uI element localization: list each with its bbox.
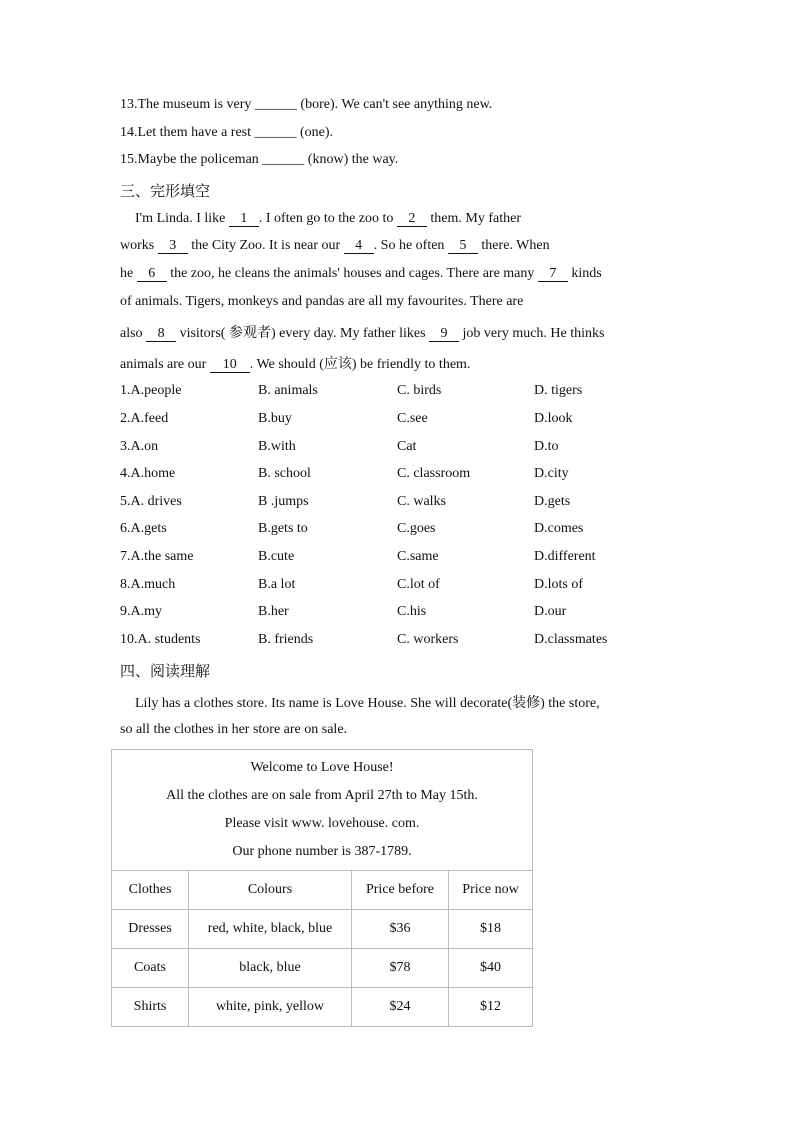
options-row-7 bbox=[120, 549, 680, 569]
cloze-text: of animals. Tigers, monkeys and pandas are all my favourites. There are bbox=[120, 294, 524, 309]
option-a[interactable]: 1.A.people bbox=[120, 383, 182, 398]
option-b[interactable]: B.her bbox=[258, 604, 289, 619]
cloze-blank-8[interactable]: 8 bbox=[146, 327, 176, 342]
notice-welcome: Welcome to Love House! bbox=[250, 760, 394, 775]
cloze-blank-4[interactable]: 4 bbox=[344, 239, 374, 254]
table-header-row bbox=[112, 871, 533, 910]
cloze-text: the zoo, he cleans the animals' houses and cages. There are many bbox=[170, 266, 535, 281]
options-row-2 bbox=[120, 411, 680, 431]
table-cell: red, white, black, blue bbox=[189, 910, 352, 949]
notice-header bbox=[112, 750, 533, 871]
options-row-3 bbox=[120, 439, 680, 459]
option-b[interactable]: B. school bbox=[258, 466, 311, 481]
option-a[interactable]: 5.A. drives bbox=[120, 494, 182, 509]
option-c[interactable]: C.lot of bbox=[397, 577, 440, 592]
option-a[interactable]: 6.A.gets bbox=[120, 521, 167, 536]
table-row bbox=[112, 910, 533, 949]
option-b[interactable]: B.cute bbox=[258, 549, 295, 564]
question-text: 13.The museum is very bbox=[120, 97, 252, 112]
cloze-text: animals are our bbox=[120, 357, 207, 372]
cloze-line-5 bbox=[120, 322, 604, 342]
cloze-line-4 bbox=[120, 294, 523, 310]
cloze-blank-3[interactable]: 3 bbox=[158, 239, 188, 254]
column-header: Clothes bbox=[112, 871, 189, 910]
option-b[interactable]: B.buy bbox=[258, 411, 292, 426]
notice-website: Please visit www. lovehouse. com. bbox=[224, 816, 420, 831]
column-header: Price before bbox=[352, 871, 449, 910]
option-b[interactable]: B .jumps bbox=[258, 494, 309, 509]
answer-blank[interactable]: ______ bbox=[254, 125, 297, 140]
question-text: 14.Let them have a rest bbox=[120, 125, 252, 140]
question-15 bbox=[120, 152, 398, 168]
love-house-notice bbox=[111, 749, 533, 1027]
cloze-line-2 bbox=[120, 238, 550, 254]
column-header: Price now bbox=[449, 871, 533, 910]
option-c[interactable]: C.his bbox=[397, 604, 427, 619]
column-header: Colours bbox=[189, 871, 352, 910]
option-d[interactable]: D.our bbox=[534, 604, 567, 619]
option-c[interactable]: C.goes bbox=[397, 521, 436, 536]
options-row-9 bbox=[120, 604, 680, 624]
option-b[interactable]: B.with bbox=[258, 439, 296, 454]
cloze-line-1 bbox=[135, 211, 521, 227]
table-cell: black, blue bbox=[189, 949, 352, 988]
reading-intro-line-2: so all the clothes in her store are on sale. bbox=[120, 722, 348, 737]
option-d[interactable]: D.classmates bbox=[534, 632, 608, 647]
section-4-title: 四、阅读理解 bbox=[120, 662, 211, 680]
option-d[interactable]: D.lots of bbox=[534, 577, 583, 592]
option-a[interactable]: 7.A.the same bbox=[120, 549, 194, 564]
cloze-blank-1[interactable]: 1 bbox=[229, 212, 259, 227]
cloze-text: there. When bbox=[481, 238, 550, 253]
table-cell: Shirts bbox=[112, 988, 189, 1027]
option-d[interactable]: D.comes bbox=[534, 521, 584, 536]
cloze-text: kinds bbox=[571, 266, 602, 281]
cloze-text: I'm Linda. I like bbox=[135, 211, 226, 226]
cloze-blank-9[interactable]: 9 bbox=[429, 327, 459, 342]
options-row-4 bbox=[120, 466, 680, 486]
cloze-blank-10[interactable]: 10 bbox=[210, 358, 250, 373]
cloze-text: visitors( 参观者) every day. My father likes bbox=[179, 326, 426, 341]
option-b[interactable]: B. friends bbox=[258, 632, 314, 647]
options-row-1 bbox=[120, 383, 680, 403]
option-d[interactable]: D.gets bbox=[534, 494, 571, 509]
notice-phone: Our phone number is 387-1789. bbox=[232, 844, 412, 859]
options-row-8 bbox=[120, 577, 680, 597]
cloze-text: . We should (应该) be friendly to them. bbox=[249, 357, 471, 372]
cloze-text: . So he often bbox=[373, 238, 445, 253]
table-cell: $18 bbox=[449, 910, 533, 949]
option-c[interactable]: C. workers bbox=[397, 632, 459, 647]
option-a[interactable]: 10.A. students bbox=[120, 632, 201, 647]
option-b[interactable]: B. animals bbox=[258, 383, 318, 398]
options-row-10 bbox=[120, 632, 680, 652]
reading-intro-line-1: Lily has a clothes store. Its name is Love House. She will decorate(装修) the store, bbox=[135, 696, 600, 711]
option-c[interactable]: Cat bbox=[397, 439, 417, 454]
cloze-text: them. My father bbox=[430, 211, 522, 226]
table-cell: Dresses bbox=[112, 910, 189, 949]
table-cell: white, pink, yellow bbox=[189, 988, 352, 1027]
notice-sale-dates: All the clothes are on sale from April 27th to May 15th. bbox=[166, 788, 478, 803]
table-cell: $36 bbox=[352, 910, 449, 949]
option-c[interactable]: C.see bbox=[397, 411, 428, 426]
table-cell: Coats bbox=[112, 949, 189, 988]
section-3-title: 三、完形填空 bbox=[120, 182, 211, 200]
option-a[interactable]: 3.A.on bbox=[120, 439, 159, 454]
cloze-blank-5[interactable]: 5 bbox=[448, 239, 478, 254]
question-hint: (know) the way. bbox=[307, 152, 399, 167]
cloze-text: the City Zoo. It is near our bbox=[191, 238, 341, 253]
cloze-text: job very much. He thinks bbox=[462, 326, 605, 341]
option-b[interactable]: B.a lot bbox=[258, 577, 296, 592]
cloze-text: also bbox=[120, 326, 143, 341]
question-hint: (bore). We can't see anything new. bbox=[300, 97, 493, 112]
options-row-5 bbox=[120, 494, 680, 514]
question-hint: (one). bbox=[300, 125, 334, 140]
option-a[interactable]: 8.A.much bbox=[120, 577, 176, 592]
option-c[interactable]: C.same bbox=[397, 549, 439, 564]
cloze-blank-7[interactable]: 7 bbox=[538, 267, 568, 282]
cloze-blank-6[interactable]: 6 bbox=[137, 267, 167, 282]
option-d[interactable]: D.city bbox=[534, 466, 569, 481]
option-c[interactable]: C. birds bbox=[397, 383, 442, 398]
answer-blank[interactable]: ______ bbox=[262, 152, 305, 167]
option-c[interactable]: C. classroom bbox=[397, 466, 471, 481]
cloze-line-6 bbox=[120, 353, 470, 373]
option-d[interactable]: D. tigers bbox=[534, 383, 583, 398]
question-13 bbox=[120, 97, 492, 113]
question-14 bbox=[120, 125, 333, 141]
cloze-text: he bbox=[120, 266, 134, 281]
option-a[interactable]: 4.A.home bbox=[120, 466, 176, 481]
cloze-text: . I often go to the zoo to bbox=[258, 211, 394, 226]
table-cell: $12 bbox=[449, 988, 533, 1027]
option-a[interactable]: 2.A.feed bbox=[120, 411, 169, 426]
question-text: 15.Maybe the policeman bbox=[120, 152, 259, 167]
option-b[interactable]: B.gets to bbox=[258, 521, 308, 536]
table-cell: $24 bbox=[352, 988, 449, 1027]
table-row bbox=[112, 988, 533, 1027]
cloze-blank-2[interactable]: 2 bbox=[397, 212, 427, 227]
option-d[interactable]: D.look bbox=[534, 411, 573, 426]
answer-blank[interactable]: ______ bbox=[254, 97, 297, 112]
options-row-6 bbox=[120, 521, 680, 541]
table-cell: $40 bbox=[449, 949, 533, 988]
option-c[interactable]: C. walks bbox=[397, 494, 446, 509]
table-row bbox=[112, 949, 533, 988]
option-d[interactable]: D.to bbox=[534, 439, 559, 454]
cloze-line-3 bbox=[120, 266, 602, 282]
option-a[interactable]: 9.A.my bbox=[120, 604, 162, 619]
cloze-text: works bbox=[120, 238, 155, 253]
option-d[interactable]: D.different bbox=[534, 549, 596, 564]
table-cell: $78 bbox=[352, 949, 449, 988]
